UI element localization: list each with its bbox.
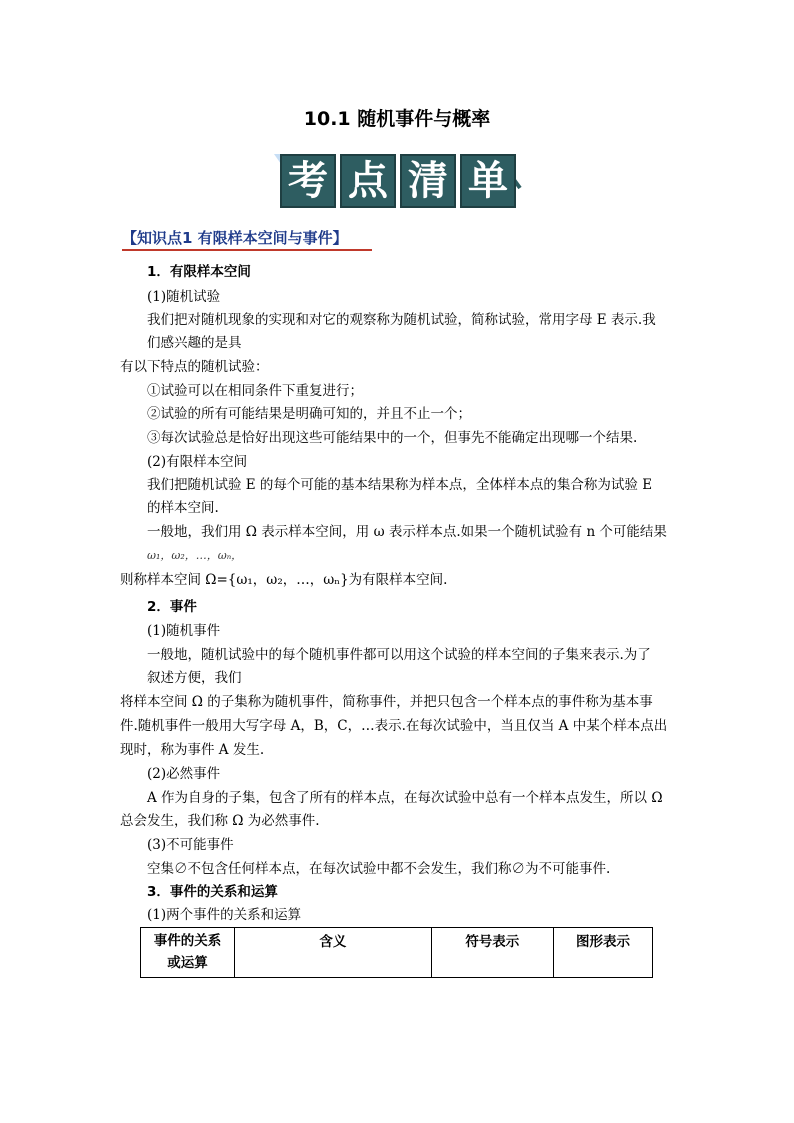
heading-underline xyxy=(122,249,372,251)
sec1-sub1: (1)随机试验 xyxy=(147,289,221,305)
sec1-p2a: 我们把随机试验 E 的每个可能的基本结果称为样本点，全体样本点的集合称为试验 E xyxy=(147,477,653,493)
sec1-item2: ②试验的所有可能结果是明确可知的，并且不止一个； xyxy=(147,406,471,422)
sec3-sub1: (1)两个事件的关系和运算 xyxy=(147,907,302,923)
sec1-item3: ③每次试验总是恰好出现这些可能结果中的一个，但事先不能确定出现哪一个结果. xyxy=(147,430,638,446)
sec1-p2d: ω₁，ω₂，…，ωₙ， xyxy=(147,549,243,562)
sec2-p1a: 一般地，随机试验中的每个随机事件都可以用这个试验的样本空间的子集来表示.为了 xyxy=(147,647,651,663)
sec1-sub2: (2)有限样本空间 xyxy=(147,454,248,470)
knowledge-point-heading: 【知识点1 有限样本空间与事件】 xyxy=(122,229,348,247)
section-1-heading: 1．有限样本空间 xyxy=(147,264,251,280)
sec2-p1d: 件.随机事件一般用大写字母 A，B，C，…表示.在每次试验中，当且仅当 A 中某个样本点出 xyxy=(120,718,668,734)
banner-char-3: 清 xyxy=(400,154,456,208)
relation-table xyxy=(140,927,653,978)
table-header-symbol: 符号表示 xyxy=(431,928,553,978)
table-header-relation: 事件的关系 或运算 xyxy=(141,928,235,978)
table-header-meaning: 含义 xyxy=(235,928,432,978)
banner-kaodian-qingdan xyxy=(270,148,526,212)
section-2-heading: 2．事件 xyxy=(147,599,197,615)
sec2-p3a: 空集∅不包含任何样本点，在每次试验中都不会发生，我们称∅为不可能事件. xyxy=(147,861,611,877)
banner-char-4: 单 xyxy=(460,154,516,208)
sec1-p1a: 我们把对随机现象的实现和对它的观察称为随机试验，简称试验，常用字母 E 表示.我 xyxy=(147,312,656,328)
sec2-sub1: (1)随机事件 xyxy=(147,623,221,639)
sec2-sub3: (3)不可能事件 xyxy=(147,837,234,853)
table-header-row xyxy=(141,928,653,978)
page-title: 10.1 随机事件与概率 xyxy=(303,108,491,130)
sec1-p2e: 则称样本空间 Ω={ω₁，ω₂，…，ωₙ}为有限样本空间. xyxy=(120,572,448,588)
sec2-p2a: A 作为自身的子集，包含了所有的样本点，在每次试验中总有一个样本点发生，所以 Ω xyxy=(147,790,663,806)
sec2-p1c: 将样本空间 Ω 的子集称为随机事件，简称事件，并把只包含一个样本点的事件称为基本事 xyxy=(120,694,653,710)
sec1-p1c: 有以下特点的随机试验： xyxy=(120,359,269,375)
banner-char-2: 点 xyxy=(340,154,396,208)
sec1-item1: ①试验可以在相同条件下重复进行； xyxy=(147,383,363,399)
sec2-p2b: 总会发生，我们称 Ω 为必然事件. xyxy=(120,813,320,829)
sec1-p1b: 们感兴趣的是具 xyxy=(147,335,242,351)
sec2-p1b: 叙述方便，我们 xyxy=(147,670,242,686)
sec2-p1e: 现时，称为事件 A 发生. xyxy=(120,742,265,758)
sec2-sub2: (2)必然事件 xyxy=(147,766,221,782)
sec1-p2c: 一般地，我们用 Ω 表示样本空间，用 ω 表示样本点.如果一个随机试验有 n 个可能结果 xyxy=(147,524,667,540)
sec1-p2b: 的样本空间. xyxy=(147,500,219,516)
table-header-graphic: 图形表示 xyxy=(554,928,653,978)
section-3-heading: 3．事件的关系和运算 xyxy=(147,884,278,900)
banner-char-1: 考 xyxy=(280,154,336,208)
